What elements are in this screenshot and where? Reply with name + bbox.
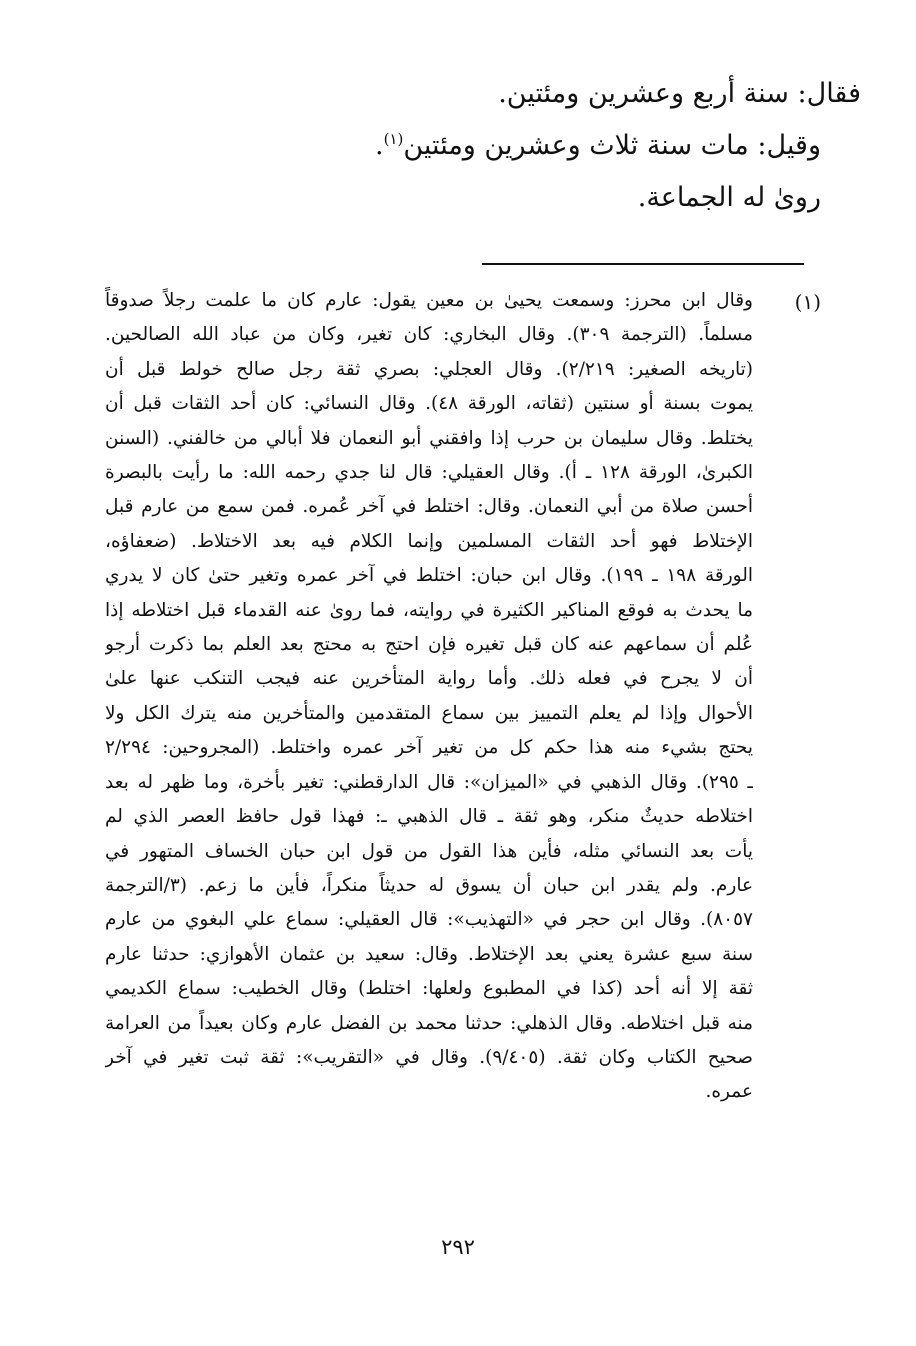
footnote-line: منه قبل اختلاطه. وقال الذهلي: حدثنا محمد بن الفضل عارم وكان بعيداً من العرامة: [105, 1012, 753, 1034]
footnote-line: الأحوال وإذا لم يعلم التمييز بين سماع المتقدمين والمتأخرين منه يترك الكل ولا: [105, 702, 753, 724]
footnote-line: ٨٠٥٧). وقال ابن حجر في «التهذيب»: قال العقيلي: سماع علي البغوي من عارم: [105, 909, 753, 931]
footnote-line: أن لا يجرح في فعله ذلك. وأما رواية المتأخرين عنه فيجب التنكب عنها علىٰ: [105, 668, 753, 690]
footnote-line: يختلط. وقال سليمان بن حرب إذا وافقني أبو النعمان فلا أبالي من خالفني. (السنن: [105, 427, 753, 449]
page-number: ٢٩٢: [441, 1235, 475, 1259]
footnote-line: مسلماً. (الترجمة ٣٠٩). وقال البخاري: كان تغير، وكان من عباد الله الصالحين.: [105, 324, 753, 346]
footnote-line: يأت بعد النسائي مثله، فأين هذا القول من قول ابن حبان الخساف المتهور في: [105, 840, 753, 862]
footnote-line: صحيح الكتاب وكان ثقة. (٩/٤٠٥). وقال في «التقريب»: ثقة ثبت تغير في آخر: [105, 1046, 753, 1068]
footnote-separator: [482, 263, 804, 265]
footnote-reference: (١): [383, 130, 404, 148]
footnote-line: عُلم أن سماعهم عنه كان قبل تغيره فإن احتج به محتج بعد العلم بما ذكرت أرجو: [105, 634, 753, 656]
main-line: روىٰ له الجماعة.: [637, 182, 821, 213]
footnote-line: الإختلاط فهو أحد الثقات المسلمين وإنما الكلام فيه بعد الاختلاط. (ضعفاؤه،: [105, 530, 753, 552]
footnote-line: يحتج بشيء منه هذا حكم كل من تغير آخر عمره واختلط. (المجروحين: ٢/٢٩٤: [105, 737, 753, 759]
footnote-line: ما يحدث به فوقع المناكير الكثيرة في روايته، فما روىٰ عنه القدماء قبل اختلاطه إذا: [105, 599, 753, 621]
footnote-line: عمره.: [705, 1081, 753, 1103]
footnote-line: ـ ٢٩٥). وقال الذهبي في «الميزان»: قال الدارقطني: تغير بأخرة، وما ظهر له بعد: [105, 771, 753, 793]
footnote-marker: (١): [794, 290, 821, 314]
footnote-line: سنة سبع عشرة يعني بعد الإختلاط. وقال: سعيد بن عثمان الأهوازي: حدثنا عارم: [105, 943, 753, 965]
footnote-line: (تاريخه الصغير: ٢/٢١٩). وقال العجلي: بصري ثقة رجل صالح خولط قبل أن: [105, 358, 753, 380]
footnote-line: اختلاطه حديثٌ منكر، وهو ثقة ـ قال الذهبي ـ: فهذا قول حافظ العصر الذي لم: [105, 806, 753, 828]
footnote-line: وقال ابن محرز: وسمعت يحيىٰ بن معين يقول: عارم كان ما علمت رجلاً صدوقاً: [105, 290, 753, 311]
footnote-line: الورقة ١٩٨ ـ ١٩٩). وقال ابن حبان: اختلط في آخر عمره وتغير حتىٰ كان لا يدري: [105, 565, 753, 587]
footnote-line: الكبرىٰ، الورقة ١٢٨ ـ أ). وقال العقيلي: قال لنا جدي رحمه الله: ما رأيت بالبصرة: [105, 462, 753, 484]
main-line: فقال: سنة أربع وعشرين ومئتين.: [498, 78, 861, 109]
main-text: [81, 68, 861, 224]
main-line-text: وقيل: مات سنة ثلاث وعشرين ومئتين: [403, 130, 821, 161]
main-line: [81, 120, 821, 172]
footnote-body: [105, 284, 753, 1110]
footnote-line: يموت بسنة أو سنتين (ثقاته، الورقة ٤٨). وقال النسائي: كان أحد الثقات قبل أن: [105, 393, 753, 415]
main-line-end: .: [374, 130, 384, 161]
footnote-line: ثقة إلا أنه أحد (كذا في المطبوع ولعلها: اختلط) وقال الخطيب: سماع الكديمي: [105, 978, 753, 1000]
footnote-line: أحسن صلاة من أبي النعمان. وقال: اختلط في آخر عُمره. فمن سمع من عارم قبل: [105, 496, 753, 518]
footnote-line: عارم. ولم يقدر ابن حبان أن يسوق له حديثاً منكراً، فأين ما زعم. (٣/الترجمة: [105, 874, 753, 896]
